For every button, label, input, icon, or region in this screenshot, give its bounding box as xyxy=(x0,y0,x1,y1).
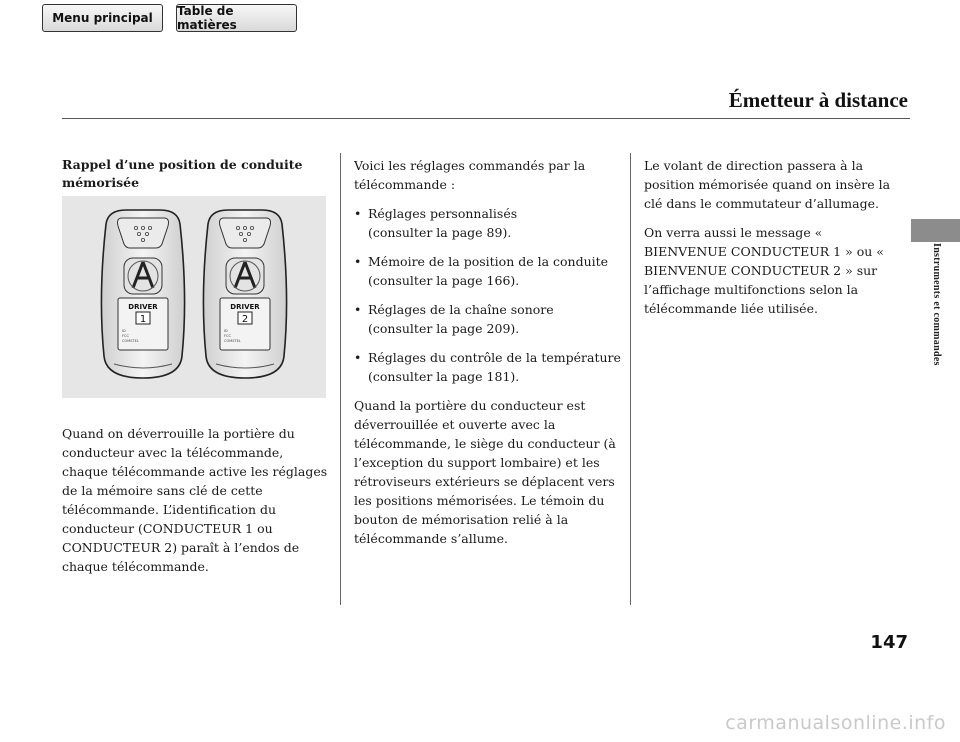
col3-paragraph-2: On verra aussi le message « BIENVENUE CONDUCTEUR 1 » ou « BIENVENUE CONDUCTEUR 2 » sur l’affichage multifonctions selon la télécommande liée utilisée. xyxy=(644,225,884,316)
key-fobs-illustration xyxy=(62,196,326,398)
col3-paragraph-1: Le volant de direction passera à la position mémorisée quand on insère la clé dans le commutateur d’allumage. xyxy=(644,158,891,211)
svg-text:ID: ID xyxy=(122,329,126,333)
column-divider-left xyxy=(340,153,341,605)
col1-paragraph: Quand on déverrouille la portière du conducteur avec la télécommande, chaque télécommande active les réglages de la mémoire sans clé de cette télécommande. L’identification du conducteur (CONDUCTEUR 1 ou CONDUCTEUR 2) paraît à l’endos de chaque télécommande. xyxy=(62,426,328,574)
key-fob-2 xyxy=(203,210,286,378)
fob-2-driver-number: 2 xyxy=(241,314,249,325)
svg-text:ID: ID xyxy=(224,329,228,333)
fob-1-driver-number: 1 xyxy=(139,314,147,325)
list-item: • Mémoire de la position de la conduite (consulter la page 166). xyxy=(354,252,626,290)
watermark: carmanualsonline.info xyxy=(725,712,946,734)
list-item: • Réglages personnalisés (consulter la page 89). xyxy=(354,204,626,242)
column-divider-right xyxy=(630,153,631,605)
column-3 xyxy=(644,156,906,328)
col2-intro: Voici les réglages commandés par la télécommande : xyxy=(354,158,586,192)
section-tab-marker xyxy=(911,219,960,242)
fob-2-driver-label: DRIVER xyxy=(230,303,260,311)
svg-text:FCC: FCC xyxy=(122,334,129,338)
key-fob-1 xyxy=(101,210,184,378)
svg-text:FCC: FCC xyxy=(224,334,231,338)
header-divider xyxy=(62,118,910,119)
table-of-contents-button[interactable]: Table de matières xyxy=(176,4,297,32)
section-side-label: Instruments et commandes xyxy=(931,243,942,366)
page-title: Émetteur à distance xyxy=(728,88,908,112)
menu-principal-button[interactable]: Menu principal xyxy=(42,4,163,32)
list-item: • Réglages de la chaîne sonore (consulter la page 209). xyxy=(354,300,626,338)
list-item: • Réglages du contrôle de la température (consulter la page 181). xyxy=(354,348,626,386)
key-fob-figure xyxy=(62,196,326,398)
column-2 xyxy=(354,156,626,558)
fob-1-driver-label: DRIVER xyxy=(128,303,158,311)
page-number: 147 xyxy=(870,632,908,653)
col2-paragraph: Quand la portière du conducteur est déverrouillée et ouverte avec la télécommande, le siège du conducteur (à l’exception du support lombaire) et les rétroviseurs extérieurs se déplacent vers les positions mémorisées. Le témoin du bouton de mémorisation relié à la télécommande s’allume. xyxy=(354,398,616,546)
section-heading: Rappel d’une position de conduite mémorisée xyxy=(62,157,303,190)
svg-text:COMSTEL: COMSTEL xyxy=(122,339,139,343)
svg-text:COMSTEL: COMSTEL xyxy=(224,339,241,343)
